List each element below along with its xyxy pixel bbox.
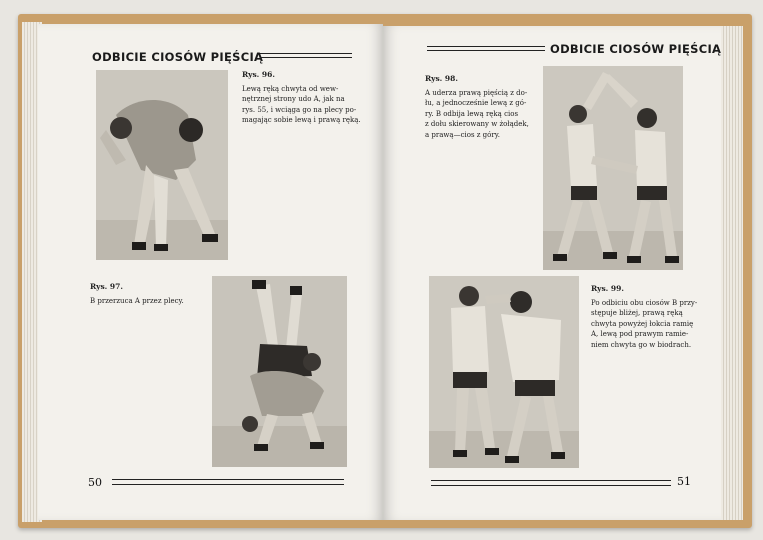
header-rule (427, 50, 545, 51)
caption-line: B przerzuca A przez plecy. (90, 296, 184, 305)
header-rule (260, 57, 352, 58)
caption-line: A, lewą pod prawym ramie- (591, 330, 689, 338)
footer-rule (112, 484, 344, 485)
caption-line: niem chwyta go w biodrach. (591, 340, 692, 349)
caption-line: stępuje bliżej, prawą ręką (591, 309, 683, 317)
figure-96-label: Rys. 96. (242, 70, 275, 79)
figure-98-photo (543, 66, 683, 270)
figure-96-photo (96, 70, 228, 260)
figure-97-caption (90, 282, 230, 306)
caption-line: Lewą ręką chwyta od wew- (242, 84, 339, 93)
right-page (383, 26, 721, 520)
caption-line: ry. B odbija lewą ręką cios (425, 109, 519, 118)
page-header: ODBICIE CIOSÓW PIĘŚCIĄ (550, 42, 722, 56)
figure-97-label: Rys. 97. (90, 282, 123, 291)
page-header: ODBICIE CIOSÓW PIĘŚCIĄ (92, 50, 264, 64)
figure-99-caption (591, 284, 713, 350)
figure-98-caption (425, 74, 543, 140)
footer-rule (431, 485, 671, 486)
figure-99-photo (429, 276, 579, 468)
footer-rule (112, 479, 344, 480)
page-number: 51 (677, 475, 691, 488)
figure-99-label: Rys. 99. (591, 284, 624, 293)
figure-98-illustration (543, 66, 683, 270)
figure-96-caption (242, 70, 366, 126)
caption-line: Po odbiciu obu ciosów B przy- (591, 298, 698, 307)
header-rule (260, 53, 352, 54)
figure-97-photo (212, 276, 347, 467)
caption-line: rys. 55, i wciąga go na plecy po- (242, 105, 357, 114)
caption-line: A uderza prawą pięścią z do- (425, 88, 528, 97)
caption-line: chwyta powyżej łokcia ramię (591, 319, 694, 328)
caption-line: łu, a jednocześnie lewą z gó- (425, 99, 527, 107)
caption-line: magając sobie lewą i prawą ręką. (242, 116, 361, 124)
caption-line: nętrznej strony udo A, jak na (242, 95, 345, 103)
figure-97-illustration (212, 276, 347, 467)
header-rule (427, 46, 545, 47)
page-number: 50 (88, 476, 102, 489)
caption-line: z dołu skierowany w żołądek, (425, 120, 529, 128)
left-page (38, 24, 383, 520)
figure-98-label: Rys. 98. (425, 74, 458, 83)
figure-99-illustration (429, 276, 579, 468)
figure-96-illustration (96, 70, 228, 260)
caption-line: a prawą—cios z góry. (425, 130, 500, 139)
footer-rule (431, 480, 671, 481)
